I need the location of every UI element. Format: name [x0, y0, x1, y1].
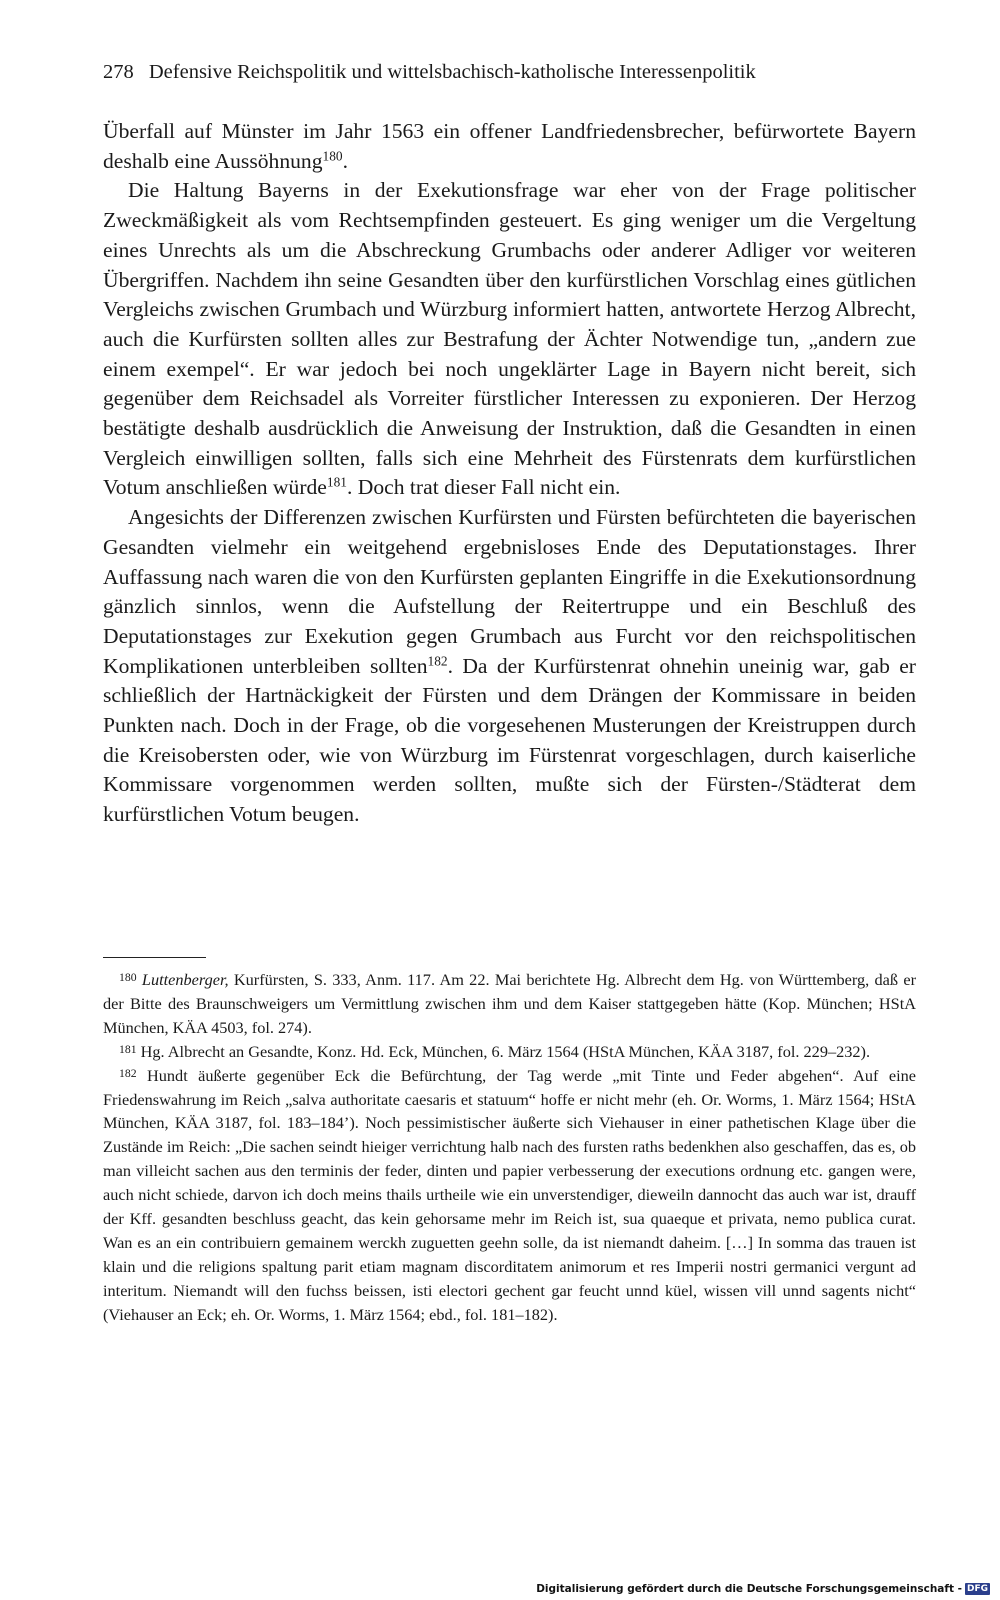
paragraph-1 [103, 117, 916, 176]
paragraph-1-end: . [342, 148, 348, 173]
paragraph-3 [103, 503, 916, 830]
paragraph-3-text: Angesichts der Differenzen zwischen Kurfürsten und Fürsten befürchteten die bayerischen Gesandten vielmehr ein weitgehend ergebnisloses Ende des Deputationstages. Ihrer Auffassung nach waren die von den Kurfürsten geplanten Eingriffe in die Exekutionsordnung gänzlich sinnlos, wenn die Aufstellung der Reitertruppe und ein Beschluß des Deputationstages zur Exekution gegen Grumbach aus Furcht vor den reichspolitischen Komplikationen unterbleiben sollten [103, 505, 916, 678]
footnote-181 [103, 1040, 916, 1064]
footnote-text: Kurfürsten, S. 333, Anm. 117. Am 22. Mai berichtete Hg. Albrecht dem Hg. von Württemberg, daß er der Bitte des Braunschweigers um Vermittlung zwischen ihm und dem Kaiser stattgegeben hätte (Kop. München; HStA München, KÄA 4503, fol. 274). [103, 970, 917, 1037]
paragraph-3-end: . Da der Kurfürstenrat ohnehin uneinig war, gab er schließlich der Hartnäckigkeit der Fürsten und dem Drängen der Kommissare in beiden Punkten nach. Doch in der Frage, ob die vorgesehenen Musterungen der Kreistruppen durch die Kreisobersten oder, wie von Würzburg im Fürstenrat vorgeschlagen, durch kaiserliche Kommissare vorgenommen werden sollten, mußte sich der Fürsten-/Städterat dem kurfürstlichen Votum beugen. [103, 653, 916, 827]
footnote-182 [103, 1064, 916, 1327]
footnote-ref-180[interactable]: 180 [322, 148, 343, 164]
dfg-logo: DFG [966, 1584, 988, 1594]
running-title: Defensive Reichspolitik und wittelsbachisch-katholische Interessenpolitik [148, 61, 756, 83]
footnote-ref-181[interactable]: 181 [326, 475, 347, 491]
main-text [103, 117, 916, 830]
paragraph-2-text: Die Haltung Bayerns in der Exekutionsfrage war eher von der Frage politischer Zweckmäßigkeit als vom Rechtsempfinden gesteuert. Es ging weniger um die Vergeltung eines Unrechts als um die Abschreckung Grumbachs oder anderer Adliger vor weiteren Übergriffen. Nachdem ihn seine Gesandten über den kurfürstlichen Vorschlag eines gütlichen Vergleichs zwischen Grumbach und Würzburg informiert hatten, antwortete Herzog Albrecht, auch die Kurfürsten sollten alles zur Bestrafung der Ächter Notwendige tun, „andern zue einem exempel“. Er war jedoch bei noch ungeklärter Lage in Bayern nicht bereit, sich gegenüber dem Reichsadel als Vorreiter fürstlicher Interessen zu exponieren. Der Herzog bestätigte deshalb ausdrücklich die Anweisung der Instruktion, daß die Gesandten in einen Vergleich einwilligen sollten, falls sich eine Mehrheit des Fürstenrats dem kurfürstlichen Votum anschließen würde [103, 178, 916, 500]
footnote-number: 180 [119, 970, 137, 984]
footnote-180 [103, 968, 916, 1040]
footnote-text: Hg. Albrecht an Gesandte, Konz. Hd. Eck, München, 6. März 1564 (HStA München, KÄA 3187, fol. 229–232). [136, 1041, 871, 1061]
paragraph-2-end: . Doch trat dieser Fall nicht ein. [346, 475, 621, 500]
footnote-text: Hundt äußerte gegenüber Eck die Befürchtung, der Tag werde „mit Tinte und Feder abgehen“. Auf eine Friedenswahrung im Reich „salva authoritate caesaris et statuum“ hoffe er nicht mehr (eh. Or. Worms, 1. März 1564; HStA München, KÄA 3187, fol. 183–184’). Noch pessimistischer äußerte sich Viehauser in einer pathetischen Klage über die Zustände im Reich: „Die sachen seindt hieiger verrichtung halb nach des fursten raths bedenkhen also geschaffen, das es, ob man villeicht sachen aus den terminis der feder, dinten und papier verbesserung der executions ordnung etc. gangen were, auch nicht schiede, darvon ich doch meins thails urtheile wie ein unverstendiger, dieweiln dannocht das auch war ist, drauff der Kff. gesandten beschluss geacht, das kein gehorsame mehr im Reich ist, sua quaeque et privata, nemo publica curat. Wan es an ein contribuiern gemainem werckh zuguetten geehn solle, da ist niemandt daheim. […] In somma das trauen ist klain und die religions spaltung parit etiam magnam discorditatem animorum et res Imperii nostri germanici vergunt ad interitum. Niemandt will den fuchss beissen, isti electori gechent gar feucht unnd küel, wissen vill unnd sagents nicht“ (Viehauser an Eck; eh. Or. Worms, 1. März 1564; ebd., fol. 181–182). [103, 1065, 916, 1324]
footnote-author: Luttenberger, [141, 970, 229, 989]
footnote-number: 181 [119, 1042, 137, 1056]
paragraph-1-text: Überfall auf Münster im Jahr 1563 ein offener Landfriedensbrecher, befürwortete Bayern deshalb eine Aussöhnung [103, 119, 916, 173]
page-number: 278 [103, 61, 134, 83]
footnote-ref-182[interactable]: 182 [427, 653, 448, 669]
digitization-footer [536, 1583, 990, 1595]
paragraph-2 [103, 176, 916, 503]
footnote-number: 182 [119, 1066, 137, 1080]
digitization-note: Digitalisierung gefördert durch die Deutsche Forschungsgemeinschaft - [536, 1583, 962, 1595]
footnote-separator [103, 957, 206, 958]
running-header [103, 58, 893, 86]
footnotes [103, 968, 916, 1327]
